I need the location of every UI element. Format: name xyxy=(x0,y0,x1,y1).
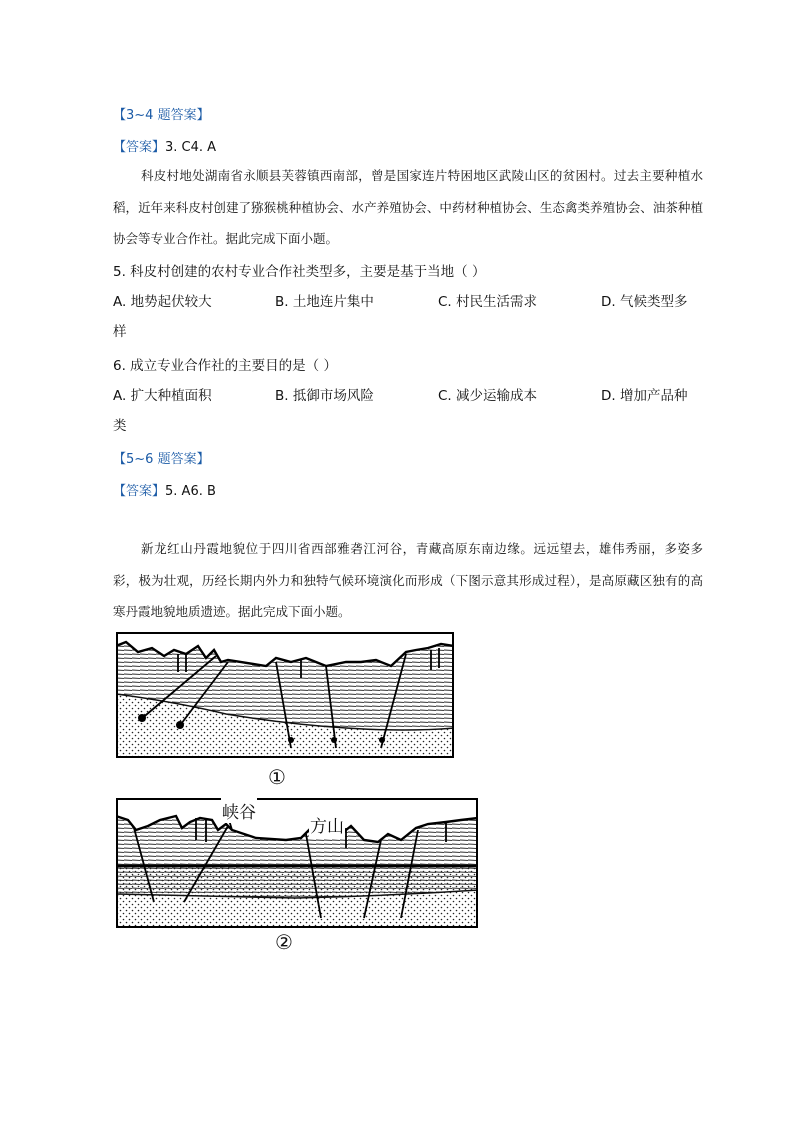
question-6-stem: 6. 成立专业合作社的主要目的是（ ） xyxy=(113,358,337,374)
option-b[interactable]: B. 土地连片集中 xyxy=(275,294,374,310)
option-b[interactable]: B. 抵御市场风险 xyxy=(275,388,374,404)
passage-kepi-village: 科皮村地处湖南省永顺县芙蓉镇西南部，曾是国家连片特困地区武陵山区的贫困村。过去主要种植水稻，近年来科皮村创建了猕猴桃种植协会、水产养殖协会、中药材种植协会、生态禽类养殖协会、油茶种植协会等专业合作社。据此完成下面小题。 xyxy=(113,168,703,246)
option-a[interactable]: A. 地势起伏较大 xyxy=(113,294,212,310)
option-d[interactable]: D. 增加产品种 xyxy=(601,388,688,404)
question-5-stem: 5. 科皮村创建的农村专业合作社类型多，主要是基于当地（ ） xyxy=(113,264,486,280)
option-d[interactable]: D. 气候类型多 xyxy=(601,294,688,310)
option-c[interactable]: C. 减少运输成本 xyxy=(438,388,538,404)
panel-1-label: ① xyxy=(268,765,286,789)
answer-label: 【答案】 xyxy=(113,140,166,155)
answer-label: 【答案】 xyxy=(113,484,166,499)
panel-2-label: ② xyxy=(275,930,293,954)
canyon-label: 峡谷 xyxy=(221,798,257,823)
option-d-wrap: 样 xyxy=(113,324,127,340)
answer-line-5-6 xyxy=(113,480,216,499)
answer-line-3-4 xyxy=(113,136,216,155)
question-5-options xyxy=(113,290,703,318)
danxia-stage2-diagram xyxy=(116,798,478,928)
passage-danxia-landform: 新龙红山丹霞地貌位于四川省西部雅砻江河谷，青藏高原东南边缘。远远望去，雄伟秀丽，多姿多彩，极为壮观，历经长期内外力和独特气候环境演化而形成（下图示意其形成过程），是高原藏区独有的高寒丹霞地貌地质遗迹。据此完成下面小题。 xyxy=(113,541,703,619)
option-c[interactable]: C. 村民生活需求 xyxy=(438,294,538,310)
option-d-wrap: 类 xyxy=(113,418,127,434)
option-a[interactable]: A. 扩大种植面积 xyxy=(113,388,212,404)
answer-header-3-4: 【3~4 题答案】 xyxy=(113,108,210,123)
danxia-stage1-diagram xyxy=(116,632,454,758)
answer-text: 5. A6. B xyxy=(165,484,216,499)
answer-header-5-6: 【5~6 题答案】 xyxy=(113,452,210,467)
answer-text: 3. C4. A xyxy=(165,140,217,155)
mesa-label: 方山 xyxy=(309,812,345,837)
question-6-options xyxy=(113,384,703,412)
